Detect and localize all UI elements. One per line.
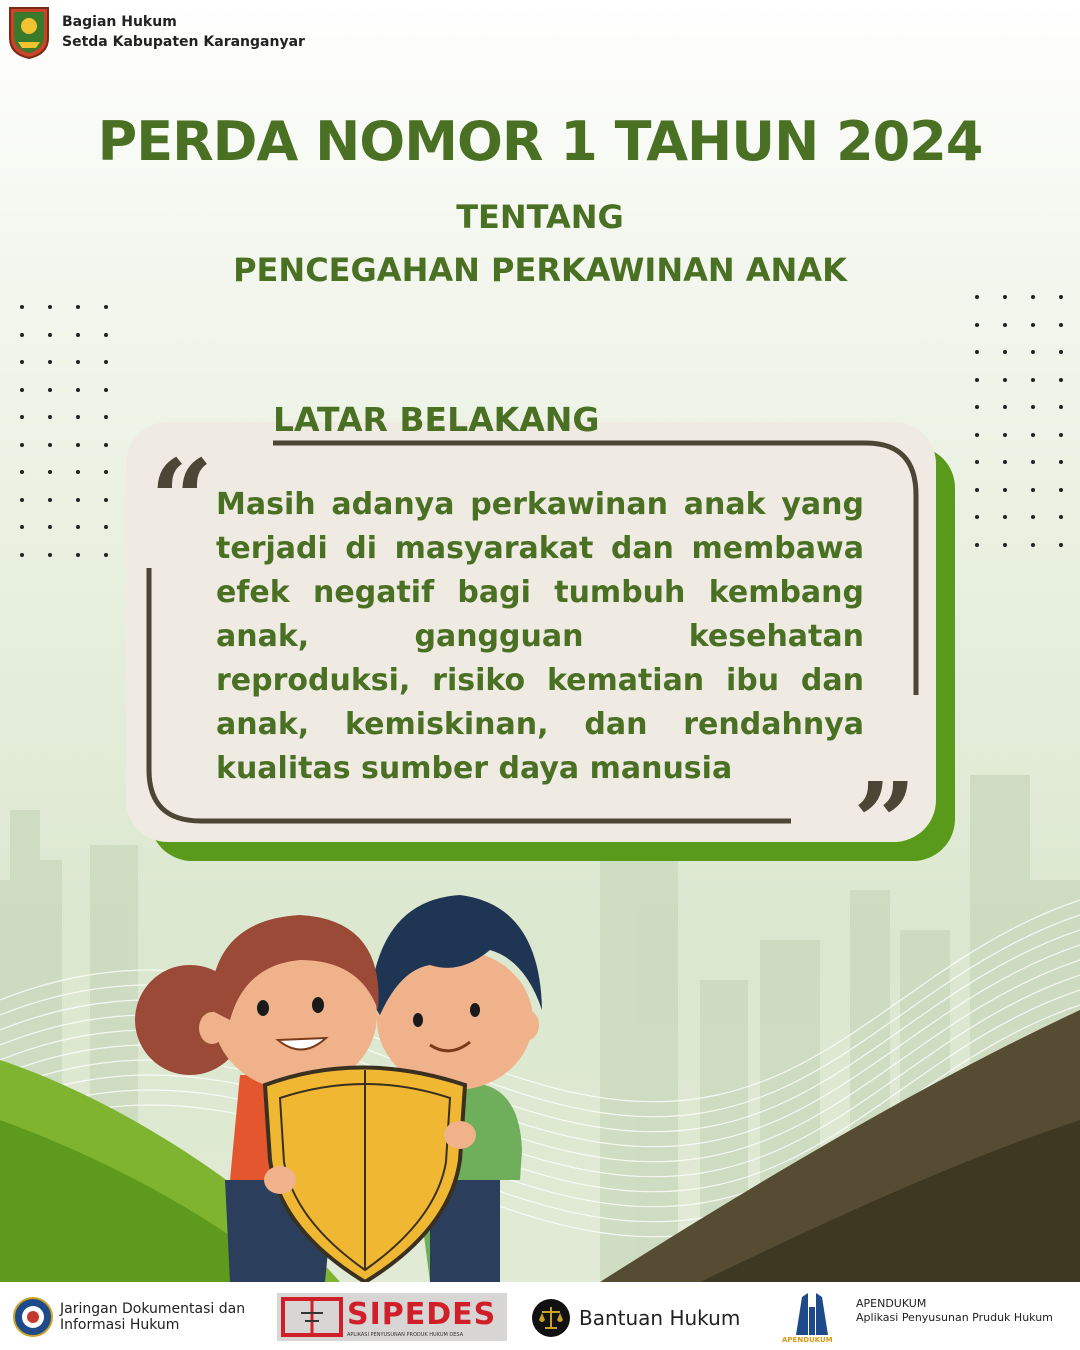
children-with-shield-illustration	[130, 880, 550, 1282]
section-label: LATAR BELAKANG	[273, 400, 600, 439]
dot	[1031, 350, 1035, 354]
dot	[1003, 323, 1007, 327]
dot	[1059, 433, 1063, 437]
dot	[975, 433, 979, 437]
jdih-logo-icon	[12, 1296, 54, 1338]
org-name-line1: Bagian Hukum	[62, 14, 177, 30]
dot	[76, 388, 80, 392]
jdih-line2: Informasi Hukum	[60, 1317, 180, 1333]
dot	[76, 443, 80, 447]
dot	[20, 415, 24, 419]
dot	[104, 360, 108, 364]
apendukum-logo-word: APENDUKUM	[782, 1336, 833, 1344]
dot	[1059, 323, 1063, 327]
subtitle-line2: PENCEGAHAN PERKAWINAN ANAK	[233, 251, 847, 289]
dot	[20, 553, 24, 557]
dot	[1003, 350, 1007, 354]
dot	[48, 525, 52, 529]
dot	[1003, 405, 1007, 409]
dot	[104, 415, 108, 419]
dot	[48, 470, 52, 474]
apendukum-logo-icon	[782, 1289, 842, 1337]
dot	[975, 515, 979, 519]
dot	[48, 553, 52, 557]
dot	[104, 525, 108, 529]
sipedes-book-icon	[281, 1295, 343, 1339]
dot	[76, 498, 80, 502]
dot	[20, 443, 24, 447]
dot	[76, 553, 80, 557]
dot	[1031, 378, 1035, 382]
dot	[1003, 378, 1007, 382]
dot	[1059, 350, 1063, 354]
dot	[1031, 543, 1035, 547]
dot	[1031, 460, 1035, 464]
footer-sipedes[interactable]	[277, 1293, 507, 1341]
dot	[1031, 433, 1035, 437]
dot	[20, 305, 24, 309]
dot	[1003, 543, 1007, 547]
dot	[1003, 515, 1007, 519]
dot	[20, 388, 24, 392]
dot	[76, 470, 80, 474]
bantuan-hukum-label: Bantuan Hukum	[579, 1306, 741, 1330]
subtitle-line1: TENTANG	[456, 198, 624, 236]
dot	[975, 543, 979, 547]
jdih-line1: Jaringan Dokumentasi dan	[60, 1301, 246, 1317]
apendukum-subtitle: Aplikasi Penyusunan Pruduk Hukum	[856, 1311, 1053, 1324]
scales-of-justice-icon	[531, 1298, 571, 1338]
footer-bantuan-hukum[interactable]	[531, 1298, 740, 1338]
dot	[975, 488, 979, 492]
dot	[104, 443, 108, 447]
dot	[975, 350, 979, 354]
header	[6, 4, 305, 60]
dot	[20, 525, 24, 529]
dot	[1031, 488, 1035, 492]
dot	[20, 498, 24, 502]
open-quote-icon: “	[150, 435, 214, 564]
dot	[48, 498, 52, 502]
dot	[975, 405, 979, 409]
dot	[975, 295, 979, 299]
sipedes-wordmark: SIPEDES	[347, 1296, 497, 1332]
dot	[975, 460, 979, 464]
dot-grid-left	[20, 305, 132, 580]
card-body-text: Masih adanya perkawinan anak yang terjadi di masyarakat dan membawa efek negatif bagi tumbuh kembang anak, gangguan kesehatan reproduksi, risiko kematian ibu dan anak, kemiskinan, dan rendahnya kualitas sumber daya manusia	[216, 487, 864, 786]
dot	[1059, 515, 1063, 519]
dot	[104, 470, 108, 474]
close-quote-icon: ”	[853, 758, 917, 887]
dot	[104, 333, 108, 337]
dot	[76, 333, 80, 337]
dot	[76, 415, 80, 419]
dot	[104, 553, 108, 557]
dot	[1059, 543, 1063, 547]
dot	[48, 305, 52, 309]
dot	[975, 378, 979, 382]
dot	[20, 470, 24, 474]
dot	[1059, 460, 1063, 464]
dot	[48, 360, 52, 364]
regency-emblem-icon	[6, 4, 52, 60]
dot	[1031, 295, 1035, 299]
org-name-line2: Setda Kabupaten Karanganyar	[62, 34, 305, 50]
dot	[1003, 433, 1007, 437]
dot	[20, 360, 24, 364]
page-title: PERDA NOMOR 1 TAHUN 2024	[97, 110, 983, 173]
dot	[48, 415, 52, 419]
dot	[104, 498, 108, 502]
dot	[104, 305, 108, 309]
dot	[1003, 460, 1007, 464]
dot	[1059, 488, 1063, 492]
dot	[1031, 515, 1035, 519]
sipedes-tagline: APLIKASI PENYUSUNAN PRODUK HUKUM DESA	[347, 1331, 464, 1338]
dot	[1003, 295, 1007, 299]
dot	[1059, 295, 1063, 299]
dot	[1031, 323, 1035, 327]
dot	[76, 360, 80, 364]
dot	[48, 388, 52, 392]
dot	[975, 323, 979, 327]
dot	[1031, 405, 1035, 409]
dot	[48, 333, 52, 337]
footer-apendukum[interactable]	[782, 1289, 1053, 1347]
dot	[1059, 378, 1063, 382]
dot	[48, 443, 52, 447]
dot	[76, 305, 80, 309]
apendukum-title: APENDUKUM	[856, 1297, 927, 1310]
dot-grid-right	[975, 295, 1080, 570]
dot	[1059, 405, 1063, 409]
dot	[76, 525, 80, 529]
dot	[20, 333, 24, 337]
dot	[1003, 488, 1007, 492]
footer-jdih[interactable]	[12, 1296, 245, 1338]
dot	[104, 388, 108, 392]
